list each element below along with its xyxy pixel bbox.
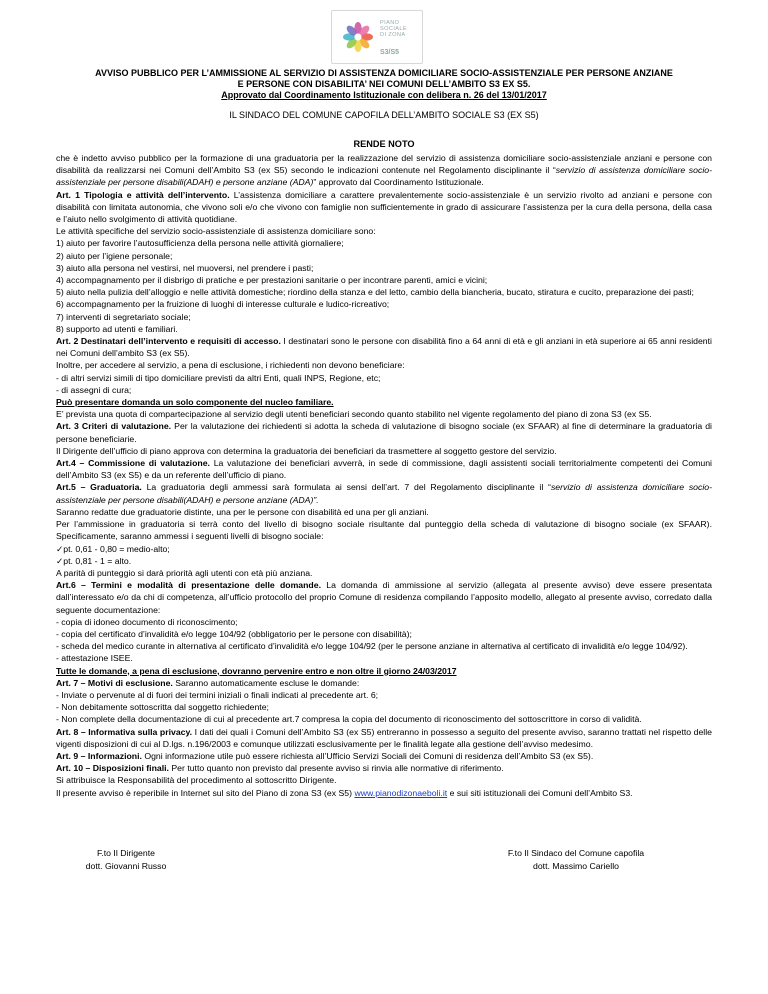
art6-list xyxy=(56,616,712,665)
art2-exclusion: Inoltre, per accedere al servizio, a pena di esclusione, i richiedenti non devono beneficiare: xyxy=(56,360,405,371)
logo-center xyxy=(355,34,362,41)
list-item: 8) supporto ad utenti e familiari. xyxy=(56,323,178,334)
list-item: - attestazione ISEE. xyxy=(56,653,133,664)
list-item: 6) accompagnamento per la fruizione di luoghi di interesse culturale e ludico-ricreativo; xyxy=(56,299,390,310)
sindaco-heading: IL SINDACO DEL COMUNE CAPOFILA DELL’AMBITO SOCIALE S3 (EX S5) xyxy=(229,110,539,120)
art1-paragraph: Art. 1 Tipologia e attività dell’intervento. L’assistenza domiciliare a carattere prevalentemente socio-assistenziale è un servizio rivolto ad anziani e persone con disabilità con limitata autonomia, che vivono soli e/o che vivono con famiglie non sufficientemente in grado di assicurare l’assistenza per la cura della persona, della casa e l’aiuto nello svolgimento di attività quotidiane. xyxy=(56,189,712,225)
list-item: 3) aiuto alla persona nel vestirsi, nel muoversi, nel prendere i pasti; xyxy=(56,262,314,273)
list-item: 2) aiuto per l’igiene personale; xyxy=(56,250,173,261)
art9-paragraph: Art. 9 – Informazioni. Ogni informazione utile può essere richiesta all’Ufficio Servizi Sociali dei Comuni di residenza dell’Ambito S3 (ex S5). xyxy=(56,750,594,761)
art2-paragraph: Art. 2 Destinatari dell’intervento e requisiti di accesso. I destinatari sono le persone con disabilità fino a 64 anni di età e gli anziani in età superiore ai 65 anni residenti nei Comuni dell’ambito S3 (ex S5). xyxy=(56,336,712,359)
check-icon: ✓ xyxy=(56,543,64,554)
art5-two-rankings: Saranno redatte due graduatorie distinte, una per le persone con disabilità ed una per gli anziani. xyxy=(56,506,429,517)
approval-line: Approvato dal Coordinamento Istituzionale con delibera n. 26 del 13/01/2017 xyxy=(221,90,547,100)
flower-logo-icon xyxy=(338,19,378,55)
logo-text xyxy=(380,20,407,39)
list-item: 4) accompagnamento per il disbrigo di pratiche e per prestazioni sanitarie o per incontrare parenti, amici e vicini; xyxy=(56,275,488,286)
signature-line: F.to Il Dirigente xyxy=(97,848,155,858)
art5-level: ✓pt. 0,61 - 0,80 = medio-alto; xyxy=(56,543,170,554)
art3-paragraph: Art. 3 Criteri di valutazione. Per la valutazione dei richiedenti si adotta la scheda di valutazione di bisogno sociale (ex SFAAR) al fine di determinare la graduatoria di persone beneficiarie. xyxy=(56,421,712,444)
title-line-1: AVVISO PUBBLICO PER L’AMMISSIONE AL SERVIZIO DI ASSISTENZA DOMICILIARE SOCIO-ASSISTENZIALE PER PERSONE ANZIANE xyxy=(95,68,673,78)
list-item: - scheda del medico curante in alternativa al certificato d’invalidità e/o legge 104/92 (per le persone anziane in alternativa al certificato di invalidità e/o legge 104/92). xyxy=(56,641,688,652)
list-item: 7) interventi di segretariato sociale; xyxy=(56,311,191,322)
art5-parity: A parità di punteggio si darà priorità agli utenti con età più anziana. xyxy=(56,567,313,578)
rende-noto-heading: RENDE NOTO xyxy=(353,139,415,149)
art5-admission: Per l’ammissione in graduatoria si terrà conto del livello di bisogno sociale risultante dal punteggio della scheda di valutazione di bisogno sociale (ex SFAAR). Specificamente, saranno ammessi i seguenti livelli di bisogno sociale: xyxy=(56,519,712,542)
art5-level: ✓pt. 0,81 - 1 = alto. xyxy=(56,555,132,566)
list-item: - copia di idoneo documento di riconoscimento; xyxy=(56,616,238,627)
art7-list xyxy=(56,689,712,726)
signature-dirigente xyxy=(56,847,196,872)
list-item: 1) aiuto per favorire l’autosufficienza della persona nelle attività giornaliere; xyxy=(56,238,344,249)
list-item: - copia del certificato d’invalidità e/o legge 104/92 (obbligatorio per le persone con disabilità); xyxy=(56,628,412,639)
art6-deadline: Tutte le domande, a pena di esclusione, dovranno pervenire entro e non oltre il giorno 24/03/2017 xyxy=(56,665,457,676)
art2-quota: E’ prevista una quota di compartecipazione al servizio degli utenti beneficiari secondo quanto stabilito nel vigente regolamento del piano di zona S3 (ex S5. xyxy=(56,409,652,420)
logo-line: DI ZONA xyxy=(380,32,406,39)
pianodizona-link[interactable]: www.pianodizonaeboli.it xyxy=(354,787,448,798)
activities-list xyxy=(56,237,712,335)
art6-paragraph: Art.6 – Termini e modalità di presentazione delle domande. La domanda di ammissione al servizio (allegata al presente avviso) deve essere presentata dall’interessato e/o da chi di competenza, all’ufficio protocollo del proprio Comune di residenza compilando l’apposito modello, allegato al presente avviso, corredato dalla seguente documentazione: xyxy=(56,580,712,615)
logo-code: S3/S5 xyxy=(380,49,400,56)
list-item: - di assegni di cura; xyxy=(56,384,132,395)
signature-line: F.to Il Sindaco del Comune capofila xyxy=(507,848,645,858)
reperibile-paragraph: Il presente avviso è reperibile in Internet sul sito del Piano di zona S3 (ex S5) www.pianodizonaeboli.it e sui siti istituzionali dei Comuni dell’Ambito S3. xyxy=(56,787,633,798)
logo-line: PIANO xyxy=(380,20,400,26)
list-item: 5) aiuto nella pulizia dell’alloggio e nelle attività domestiche; riordino della stanza e del letto, cambio della biancheria, bucato, stiratura e cucito, preparazione dei pasti; xyxy=(56,287,694,298)
piano-sociale-logo xyxy=(331,10,423,64)
responsabilita: Si attribuisce la Responsabilità del procedimento al sottoscritto Dirigente. xyxy=(56,775,337,786)
list-item: - Non complete della documentazione di cui al precedente art.7 compresa la copia del documento di riconoscimento del sottoscrittore in corso di validità. xyxy=(56,714,642,725)
art2-list xyxy=(56,372,712,396)
art2-single-member: Può presentare domanda un solo componente del nucleo familiare. xyxy=(56,397,334,408)
art3-dirigente: Il Dirigente dell’ufficio di piano approva con determina la graduatoria dei beneficiari da trasmettere al soggetto gestore del servizio. xyxy=(56,445,557,456)
title-line-2: E PERSONE CON DISABILITA’ NEI COMUNI DELL’AMBITO S3 EX S5. xyxy=(237,79,531,89)
list-item: - di altri servizi simili di tipo domiciliare previsti da altri Enti, quali INPS, Regione, etc; xyxy=(56,372,381,383)
art5-paragraph: Art.5 – Graduatoria. La graduatoria degli ammessi sarà formulata ai sensi dell’art. 7 del Regolamento disciplinante il “servizio di assistenza domiciliare socio-assistenziale per persone disabili(ADAH) e persone anziane (ADA)”. xyxy=(56,482,712,505)
art8-paragraph: Art. 8 – Informativa sulla privacy. I dati dei quali i Comuni dell’Ambito S3 (ex S5) entreranno in possesso a seguito del presente avviso, saranno trattati nel rispetto delle vigenti disposizioni di cui al D.lgs. n.196/2003 e comunque utilizzati esclusivamente per le finalità legate alla gestione dell’avviso medesimo. xyxy=(56,726,712,749)
art7-paragraph: Art. 7 – Motivi di esclusione. Saranno automaticamente escluse le domande: xyxy=(56,677,360,688)
document-body xyxy=(56,152,712,799)
signature-name: dott. Massimo Cariello xyxy=(533,860,619,871)
art4-paragraph: Art.4 – Commissione di valutazione. La valutazione dei beneficiari avverrà, in sede di commissione, dagli assistenti sociali territorialmente competenti dei Comuni dell’Ambito S3 (ex S5) e da un referente dell’ufficio di piano. xyxy=(56,458,712,481)
list-item: - Inviate o pervenute al di fuori dei termini iniziali o finali indicati al precedente art. 6; xyxy=(56,689,379,700)
signature-sindaco xyxy=(481,847,671,872)
activities-intro: Le attività specifiche del servizio socio-assistenziale di assistenza domiciliare sono: xyxy=(56,226,376,237)
logo-line: SOCIALE xyxy=(380,26,408,33)
intro-paragraph: che è indetto avviso pubblico per la formazione di una graduatoria per la realizzazione del servizio di assistenza domiciliare socio-assistenziale anziani e persone con disabilità da realizzarsi nei Comuni dell’Ambito S3 (ex S5) secondo le indicazioni contenute nel Regolamento disciplinante il “servizio di assistenza domiciliare socio-assistenziale per persone disabili(ADAH) e persone anziane (ADA)” approvato dal Coordinamento Istituzionale. xyxy=(56,153,712,188)
document-title xyxy=(56,68,712,90)
list-item: - Non debitamente sottoscritta dal soggetto richiedente; xyxy=(56,702,269,713)
check-icon: ✓ xyxy=(56,555,64,566)
art10-paragraph: Art. 10 – Disposizioni finali. Per tutto quanto non previsto dal presente avviso si rinvia alle normative di riferimento. xyxy=(56,763,504,774)
signature-name: dott. Giovanni Russo xyxy=(85,860,167,871)
